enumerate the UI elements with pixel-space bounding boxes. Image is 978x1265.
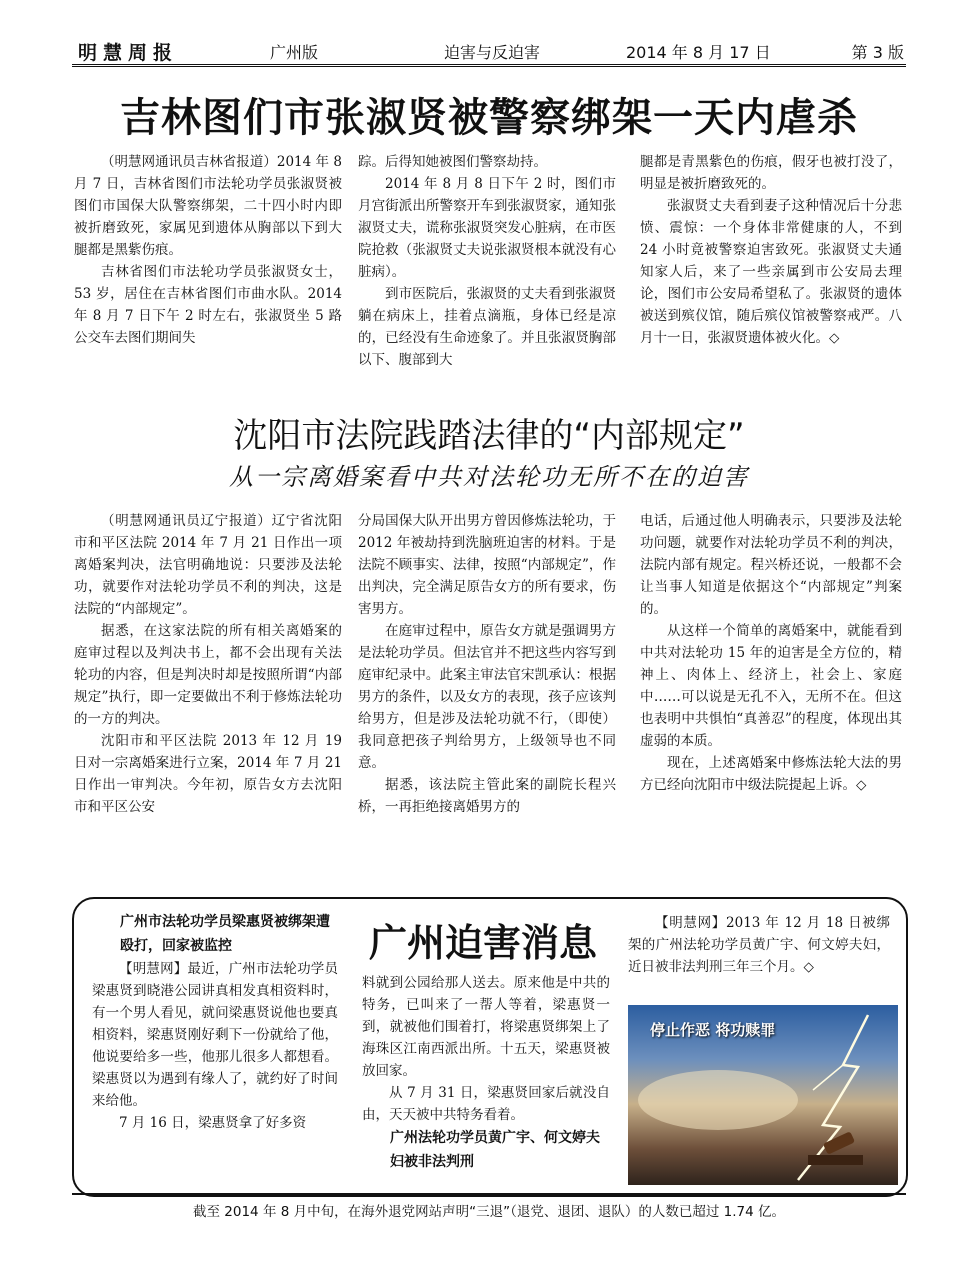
article1-col1 (74, 151, 342, 381)
footer-notice: 截至 2014 年 8 月中旬，在海外退党网站声明“三退”（退党、退团、退队）的人数已超过 1.74 亿。 (193, 1204, 785, 1220)
section-label: 迫害与反迫害 (444, 43, 541, 62)
paragraph: 在庭审过程中，原告女方就是强调男方是法轮功学员。但法官并不把这些内容写到庭审纪录中。此案主审法官宋凯承认：根据男方的条件，以及女方的表现，孩子应该判给男方，但是涉及法轮功就不行，（即使）我同意把孩子判给男方，上级领导也不同意。 (358, 623, 616, 771)
paragraph: 到市医院后，张淑贤的丈夫看到张淑贤躺在病床上，挂着点滴瓶，身体已经是凉的，已经没有生命迹象了。并且张淑贤胸部以下、腹部到大 (358, 286, 616, 368)
paragraph: 分局国保大队开出男方曾因修炼法轮功，于 2012 年被劫持到洗脑班迫害的材料。于是法院不顾事实、法律，按照“内部规定”，作出判决，完全满足原告女方的所有要求，伤害男方。 (358, 513, 616, 617)
box-title: 广州迫害消息 (368, 921, 597, 965)
paragraph: 沈阳市和平区法院 2013 年 12 月 19 日对一宗离婚案进行立案，2014 年 7 月 21 日作出一审判决。今年初，原告女方去沈阳市和平区公安 (74, 733, 342, 815)
paragraph: 7 月 16 日，梁惠贤拿了好多资 (119, 1115, 307, 1131)
story2-headline: 广州法轮功学员黄广宇、何文婷夫妇被非法判刑 (390, 1130, 600, 1170)
stop-evil-image (628, 1005, 898, 1185)
paragraph: 电话，后通过他人明确表示，只要涉及法轮功问题，就要作对法轮功学员不利的判决，法院内部有规定。程兴桥还说，一般都不会让当事人知道是依据这个“内部规定”判案的。 (640, 513, 902, 617)
paragraph: 踪。后得知她被图们警察劫持。 (358, 154, 547, 170)
paragraph: 现在，上述离婚案中修炼法轮大法的男方已经向沈阳市中级法院提起上诉。◇ (640, 755, 902, 793)
article2-col2 (358, 510, 616, 890)
box-col2 (362, 972, 610, 1185)
paragraph: 料就到公园给那人送去。原来他是中共的特务，已叫来了一帮人等着，梁惠贤一到，就被他们围着打，将梁惠贤绑架上了海珠区江南西派出所。十五天，梁惠贤被放回家。 (362, 975, 610, 1079)
paragraph: 从这样一个简单的离婚案中，就能看到中共对法轮功 15 年的迫害是全方位的，精神上、肉体上、经济上，社会上、家庭中……可以说是无孔不入，无所不在。但这也表明中共惧怕“真善忍”的程度，体现出其虚弱的本质。 (640, 623, 902, 749)
box-col3 (628, 912, 890, 1002)
article2-title: 沈阳市法院践踏法律的“内部规定” (233, 416, 745, 456)
lightning-icon (628, 1005, 898, 1185)
edition-label: 广州版 (270, 43, 319, 62)
paragraph: 吉林省图们市法轮功学员张淑贤女士，53 岁，居住在吉林省图们市曲水队。2014 年 8 月 7 日下午 2 时左右，张淑贤坐 5 路公交车去图们期间失 (74, 264, 342, 346)
page-header (72, 38, 906, 67)
masthead: 明慧周报 (78, 42, 179, 64)
footer-divider (72, 1193, 906, 1195)
article2-col1 (74, 510, 342, 890)
paragraph: 腿都是青黑紫色的伤痕，假牙也被打没了，明显是被折磨致死的。 (640, 154, 902, 192)
story1-headline: 广州市法轮功学员梁惠贤被绑架遭殴打，回家被监控 (120, 914, 330, 954)
paragraph: 据悉，在这家法院的所有相关离婚案的庭审过程以及判决书上，都不会出现有关法轮功的内容，但是判决时却是按照所谓“内部规定”执行，即一定要做出不利于修炼法轮功的一方的判决。 (74, 623, 342, 727)
image-caption: 停止作恶 将功赎罪 (650, 1021, 776, 1039)
paragraph: 从 7 月 31 日，梁惠贤回家后就没自由，天天被中共特务看着。 (362, 1085, 610, 1123)
article1-title: 吉林图们市张淑贤被警察绑架一天内虐杀 (120, 95, 858, 141)
paragraph: 【明慧网】最近，广州市法轮功学员梁惠贤到晓港公园讲真相发真相资料时，有一个男人看见，就问梁惠贤说他也要真相资料，梁惠贤刚好剩下一份就给了他，他说要给多一些，他那儿很多人都想看。梁惠贤以为遇到有缘人了，就约好了时间来给他。 (92, 961, 338, 1109)
paragraph: 据悉，该法院主管此案的副院长程兴桥，一再拒绝接离婚男方的 (358, 777, 616, 815)
article1-col2 (358, 151, 616, 381)
page-number: 第 3 版 (851, 43, 904, 62)
article2-subtitle: 从一宗离婚案看中共对法轮功无所不在的迫害 (229, 463, 749, 491)
paragraph: 张淑贤丈夫看到妻子这种情况后十分悲愤、震惊：一个身体非常健康的人，不到 24 小时竟被警察迫害致死。张淑贤丈夫通知家人后，来了一些亲属到市公安局去理论，图们市公安局希望私了。张淑贤的遗体被送到殡仪馆，随后殡仪馆被警察戒严。八月十一日，张淑贤遗体被火化。◇ (640, 198, 902, 346)
paragraph: （明慧网通讯员辽宁报道）辽宁省沈阳市和平区法院 2014 年 7 月 21 日作出一项离婚案判决，法官明确地说：只要涉及法轮功，就要作对法轮功学员不利的判决，这是法院的“内部规定”。 (74, 513, 342, 617)
paragraph: （明慧网通讯员吉林省报道）2014 年 8 月 7 日，吉林省图们市法轮功学员张淑贤被图们市国保大队警察绑架，二十四小时内即被折磨致死，家属见到遗体从胸部以下到大腿都是黑紫伤痕。 (74, 154, 342, 258)
box-col1 (92, 910, 338, 1185)
article1-col3 (640, 151, 902, 381)
paragraph: 2014 年 8 月 8 日下午 2 时，图们市月宫街派出所警察开车到张淑贤家，通知张淑贤丈夫，谎称张淑贤突发心脏病，在市医院抢救（张淑贤丈夫说张淑贤根本就没有心脏病）。 (358, 176, 616, 280)
issue-date: 2014 年 8 月 17 日 (626, 43, 771, 62)
paragraph: 【明慧网】2013 年 12 月 18 日被绑架的广州法轮功学员黄广宇、何文婷夫妇，近日被非法判刑三年三个月。◇ (628, 915, 890, 975)
article2-col3 (640, 510, 902, 890)
